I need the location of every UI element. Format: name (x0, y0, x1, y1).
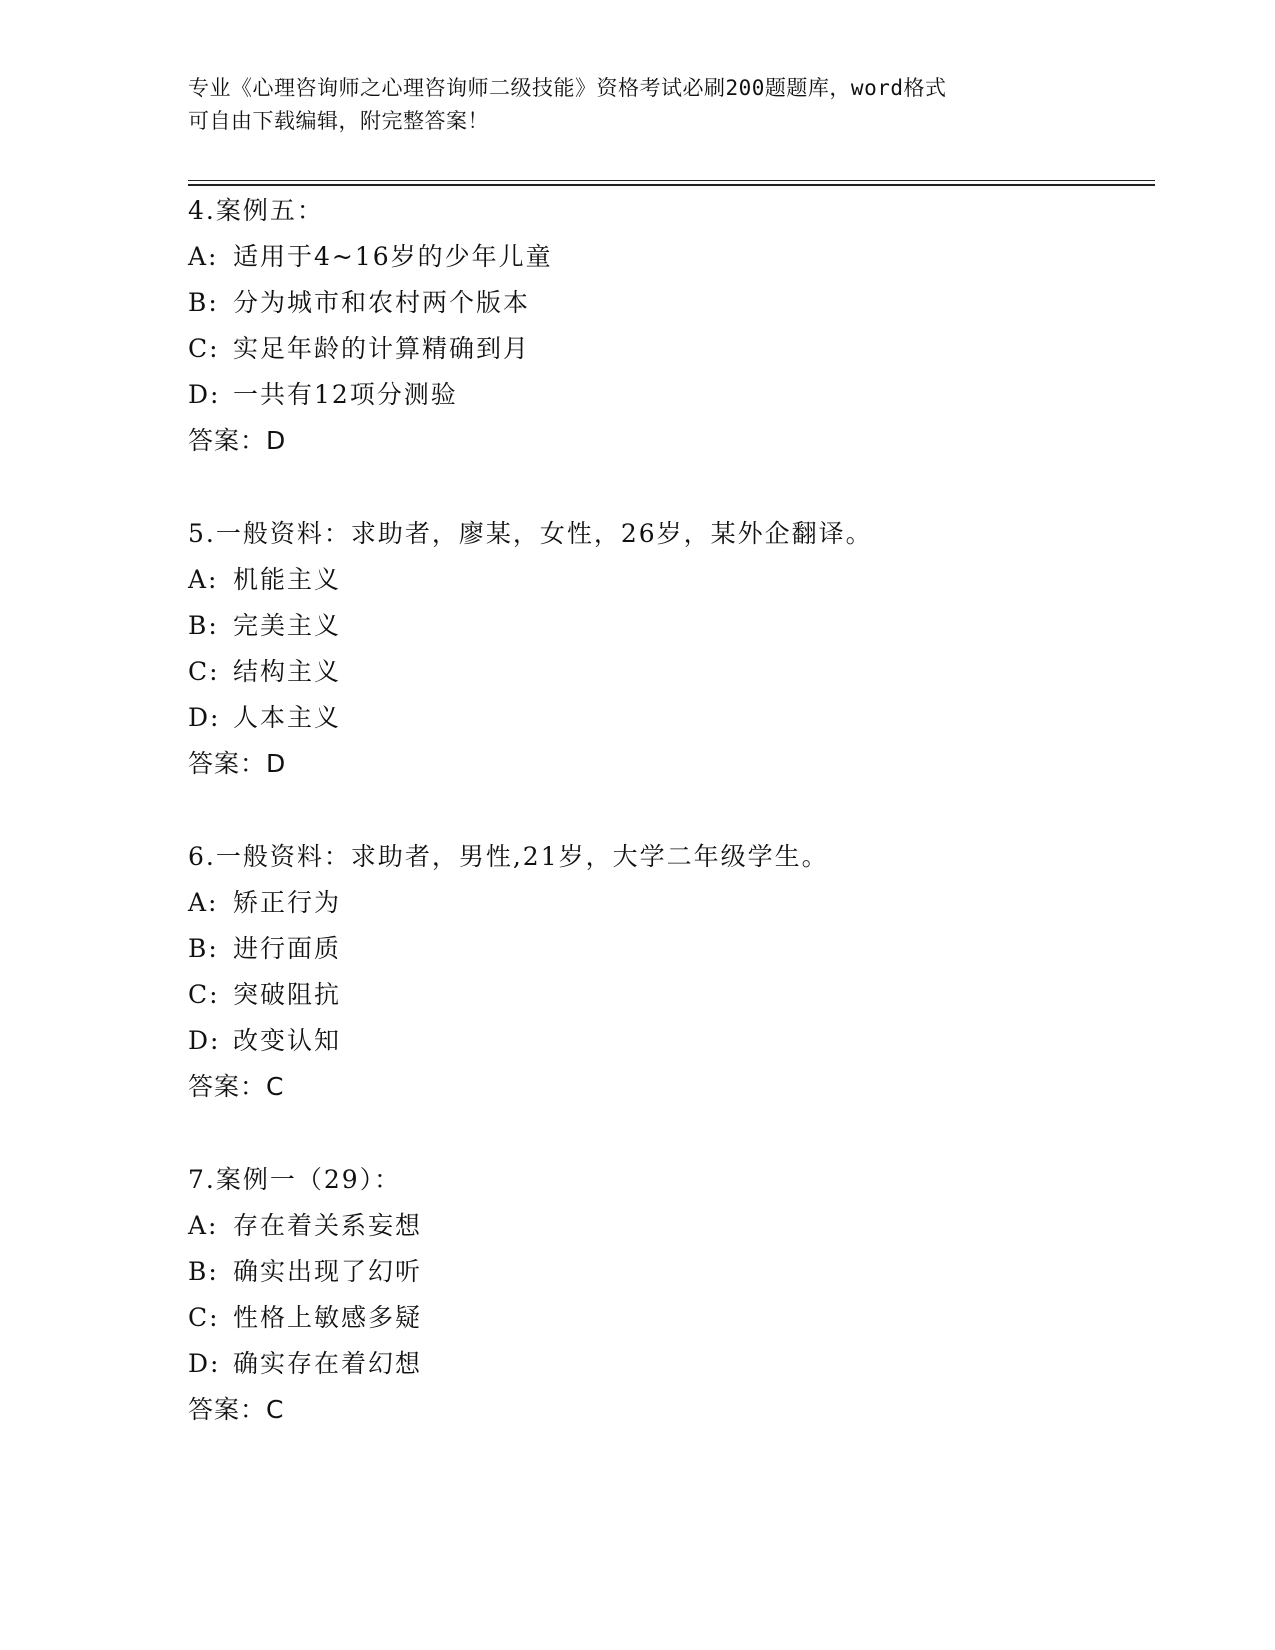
header-divider-thick (188, 184, 1155, 186)
option-text: 适用于4~16岁的少年儿童 (233, 242, 553, 271)
option-text: 突破阻抗 (233, 980, 342, 1009)
option-c (188, 326, 1148, 372)
option-letter: B: (188, 1257, 219, 1286)
option-letter: A: (188, 565, 219, 594)
option-a (188, 557, 1148, 603)
option-letter: C: (188, 980, 220, 1009)
option-b (188, 1249, 1148, 1295)
option-text: 确实出现了幻听 (233, 1257, 423, 1286)
option-text: 人本主义 (233, 703, 342, 732)
option-letter: C: (188, 334, 220, 363)
question-stem: 7.案例一（29）： (188, 1165, 402, 1194)
option-text: 改变认知 (233, 1026, 342, 1055)
option-text: 完美主义 (233, 611, 342, 640)
header-line-2: 可自由下载编辑，附完整答案！ (188, 109, 489, 133)
option-c (188, 649, 1148, 695)
option-text: 确实存在着幻想 (233, 1349, 423, 1378)
option-c (188, 1295, 1148, 1341)
option-text: 一共有12项分测验 (233, 380, 458, 409)
option-text: 实足年龄的计算精确到月 (233, 334, 531, 363)
option-a (188, 880, 1148, 926)
option-letter: C: (188, 1303, 220, 1332)
option-d (188, 372, 1148, 418)
answer-line: 答案：D (188, 749, 287, 778)
answer-line: 答案：C (188, 1395, 285, 1424)
option-b (188, 926, 1148, 972)
option-letter: D: (188, 1349, 221, 1378)
option-d (188, 695, 1148, 741)
option-text: 进行面质 (233, 934, 342, 963)
option-letter: A: (188, 888, 219, 917)
option-a (188, 1203, 1148, 1249)
option-letter: D: (188, 703, 221, 732)
option-letter: D: (188, 380, 221, 409)
question-7 (188, 1157, 1148, 1433)
option-text: 矫正行为 (233, 888, 342, 917)
answer-line: 答案：C (188, 1072, 285, 1101)
option-letter: B: (188, 288, 219, 317)
option-text: 存在着关系妄想 (233, 1211, 423, 1240)
question-6 (188, 834, 1148, 1110)
option-text: 性格上敏感多疑 (233, 1303, 423, 1332)
option-text: 分为城市和农村两个版本 (233, 288, 531, 317)
option-d (188, 1018, 1148, 1064)
header-divider-thin (188, 180, 1155, 181)
option-b (188, 280, 1148, 326)
question-list (188, 188, 1148, 1480)
question-5 (188, 511, 1148, 787)
document-header (188, 72, 1088, 138)
question-stem: 5.一般资料：求助者，廖某，女性，26岁，某外企翻译。 (188, 519, 873, 548)
option-letter: C: (188, 657, 220, 686)
option-text: 结构主义 (233, 657, 342, 686)
option-letter: B: (188, 934, 219, 963)
option-b (188, 603, 1148, 649)
header-line-1: 专业《心理咨询师之心理咨询师二级技能》资格考试必刷200题题库，word格式 (188, 76, 947, 100)
question-stem: 6.一般资料：求助者，男性,21岁，大学二年级学生。 (188, 842, 829, 871)
option-d (188, 1341, 1148, 1387)
option-text: 机能主义 (233, 565, 342, 594)
option-letter: A: (188, 242, 219, 271)
question-stem: 4.案例五： (188, 196, 324, 225)
option-letter: B: (188, 611, 219, 640)
option-letter: D: (188, 1026, 221, 1055)
option-letter: A: (188, 1211, 219, 1240)
answer-line: 答案：D (188, 426, 287, 455)
option-c (188, 972, 1148, 1018)
question-4 (188, 188, 1148, 464)
option-a (188, 234, 1148, 280)
